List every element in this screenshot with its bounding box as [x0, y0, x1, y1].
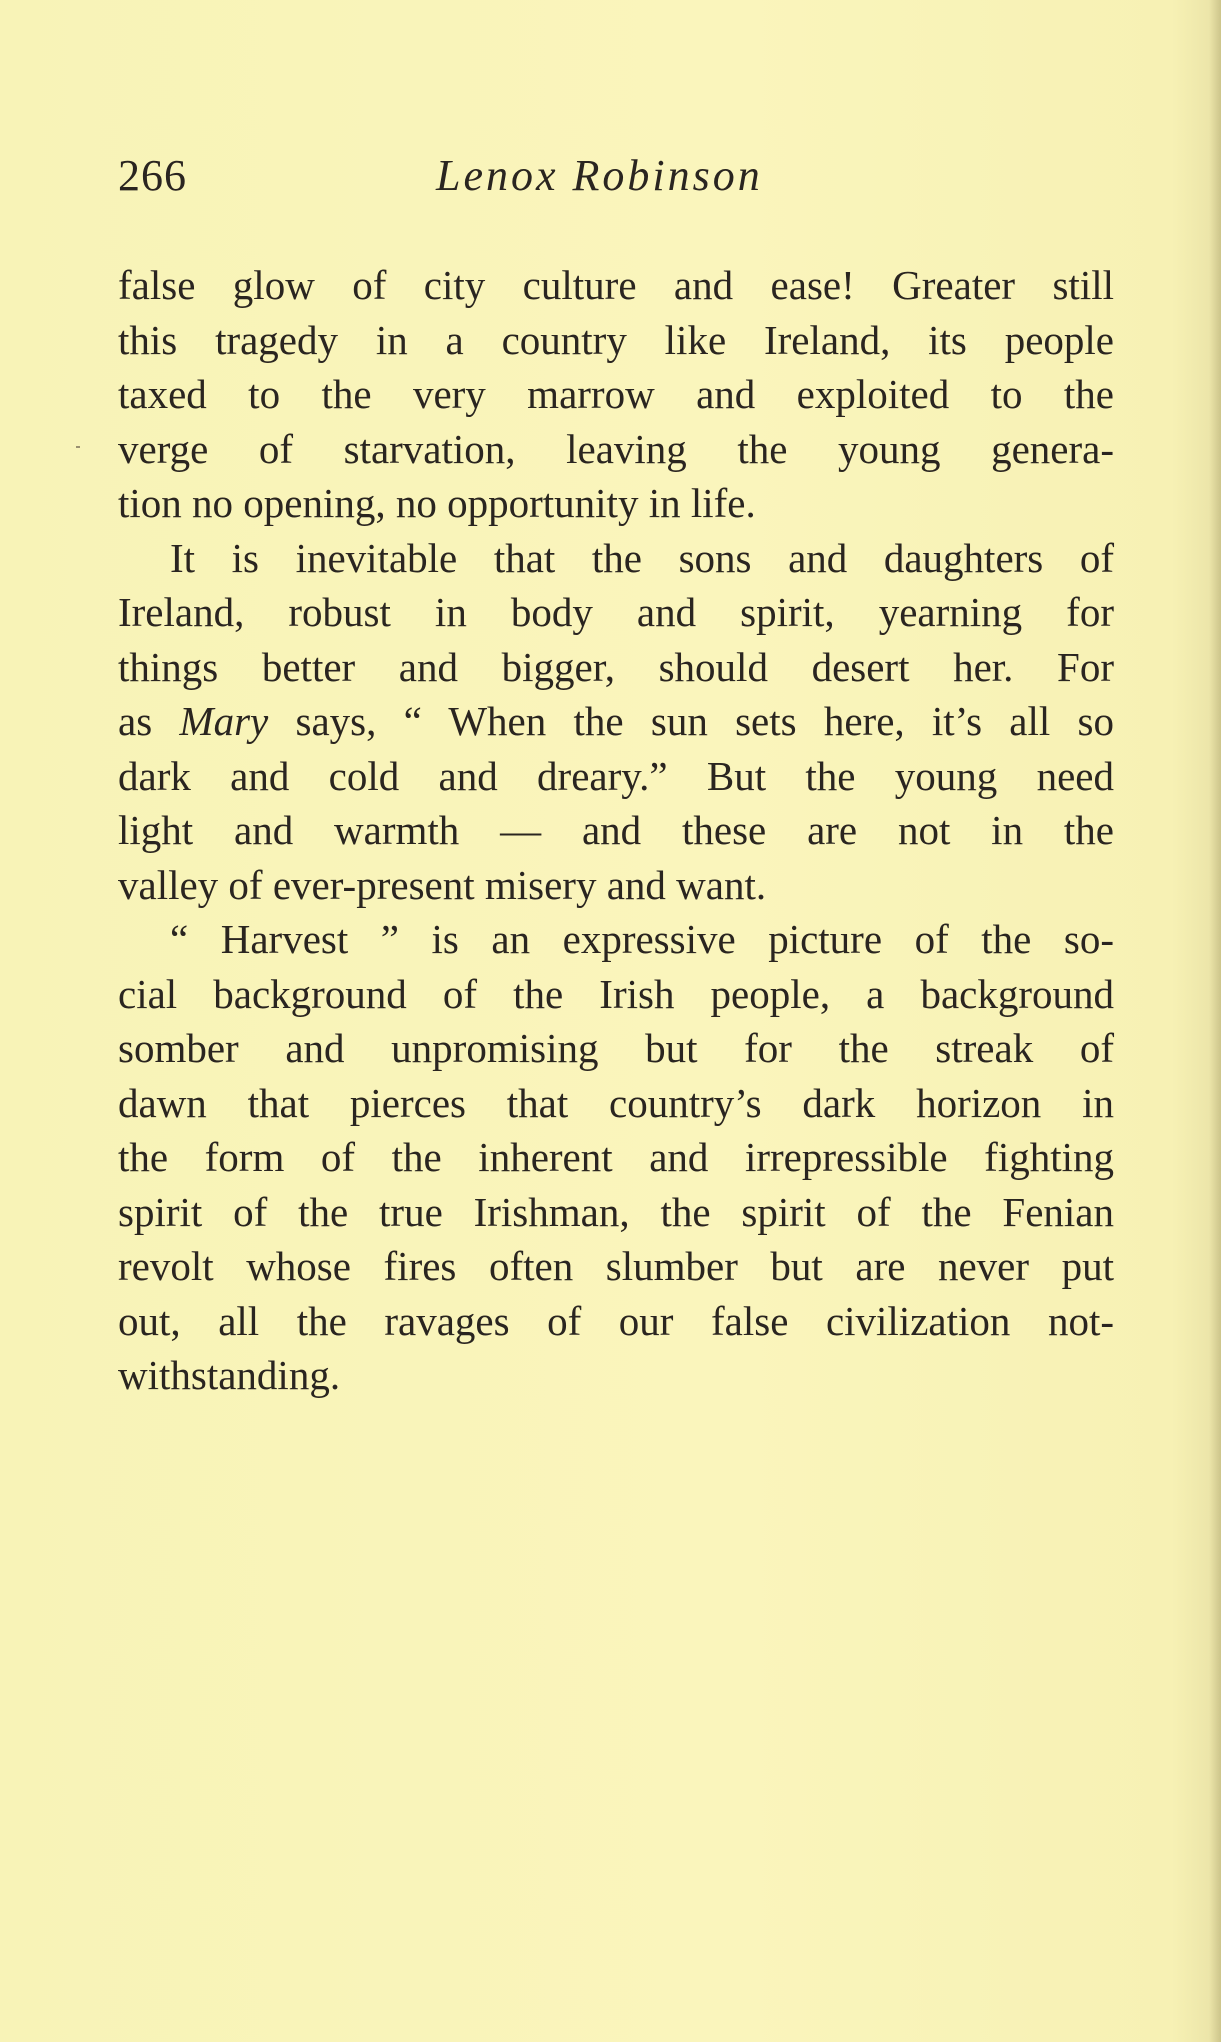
page-number: 266 — [118, 151, 187, 200]
text-line: “ Harvest ” is an expressive picture of the so- — [170, 916, 1114, 962]
text-line: verge of starvation, leaving the young genera- — [118, 425, 1114, 472]
text-line: tion no opening, no opportunity in life. — [118, 480, 756, 526]
text-line: revolt whose fires often slumber but are never put — [118, 1243, 1114, 1289]
margin-mark — [76, 446, 80, 448]
text-line: valley of ever-present misery and want. — [118, 861, 767, 908]
paragraph-3 — [118, 912, 1114, 1403]
text-line: out, all the ravages of our false civilization not- — [118, 1297, 1114, 1344]
text-line: this tragedy in a country like Ireland, its people — [118, 316, 1114, 363]
text-line: dark and cold and dreary.” But the young need — [118, 752, 1114, 799]
italic-name: Mary — [179, 698, 269, 744]
page-edge-shadow — [1209, 0, 1221, 2042]
text-line: Ireland, robust in body and spirit, yearning for — [118, 589, 1114, 635]
text-fragment: says, “ When the sun sets here, it’s all so — [295, 698, 1114, 744]
text-line: light and warmth — and these are not in the — [118, 807, 1114, 853]
text-line: things better and bigger, should desert her. For — [118, 643, 1114, 690]
running-head — [118, 150, 1068, 210]
text-line: spirit of the true Irishman, the spirit of the Fenian — [118, 1188, 1114, 1235]
paragraph-2 — [118, 531, 1114, 913]
running-title: Lenox Robinson — [436, 151, 763, 200]
text-fragment: as — [118, 698, 153, 744]
text-line-with-italic — [118, 694, 1114, 749]
text-line: false glow of city culture and ease! Greater still — [118, 262, 1114, 308]
text-line: taxed to the very marrow and exploited to the — [118, 371, 1114, 417]
text-line: cial background of the Irish people, a background — [118, 970, 1114, 1017]
text-line: somber and unpromising but for the streak of — [118, 1025, 1114, 1071]
text-line: the form of the inherent and irrepressible fighting — [118, 1134, 1114, 1180]
text-line: dawn that pierces that country’s dark horizon in — [118, 1079, 1114, 1126]
paragraph-1 — [118, 258, 1114, 531]
text-line: It is inevitable that the sons and daughters of — [170, 534, 1114, 581]
text-line: withstanding. — [118, 1352, 341, 1398]
body-text — [118, 258, 1114, 1403]
